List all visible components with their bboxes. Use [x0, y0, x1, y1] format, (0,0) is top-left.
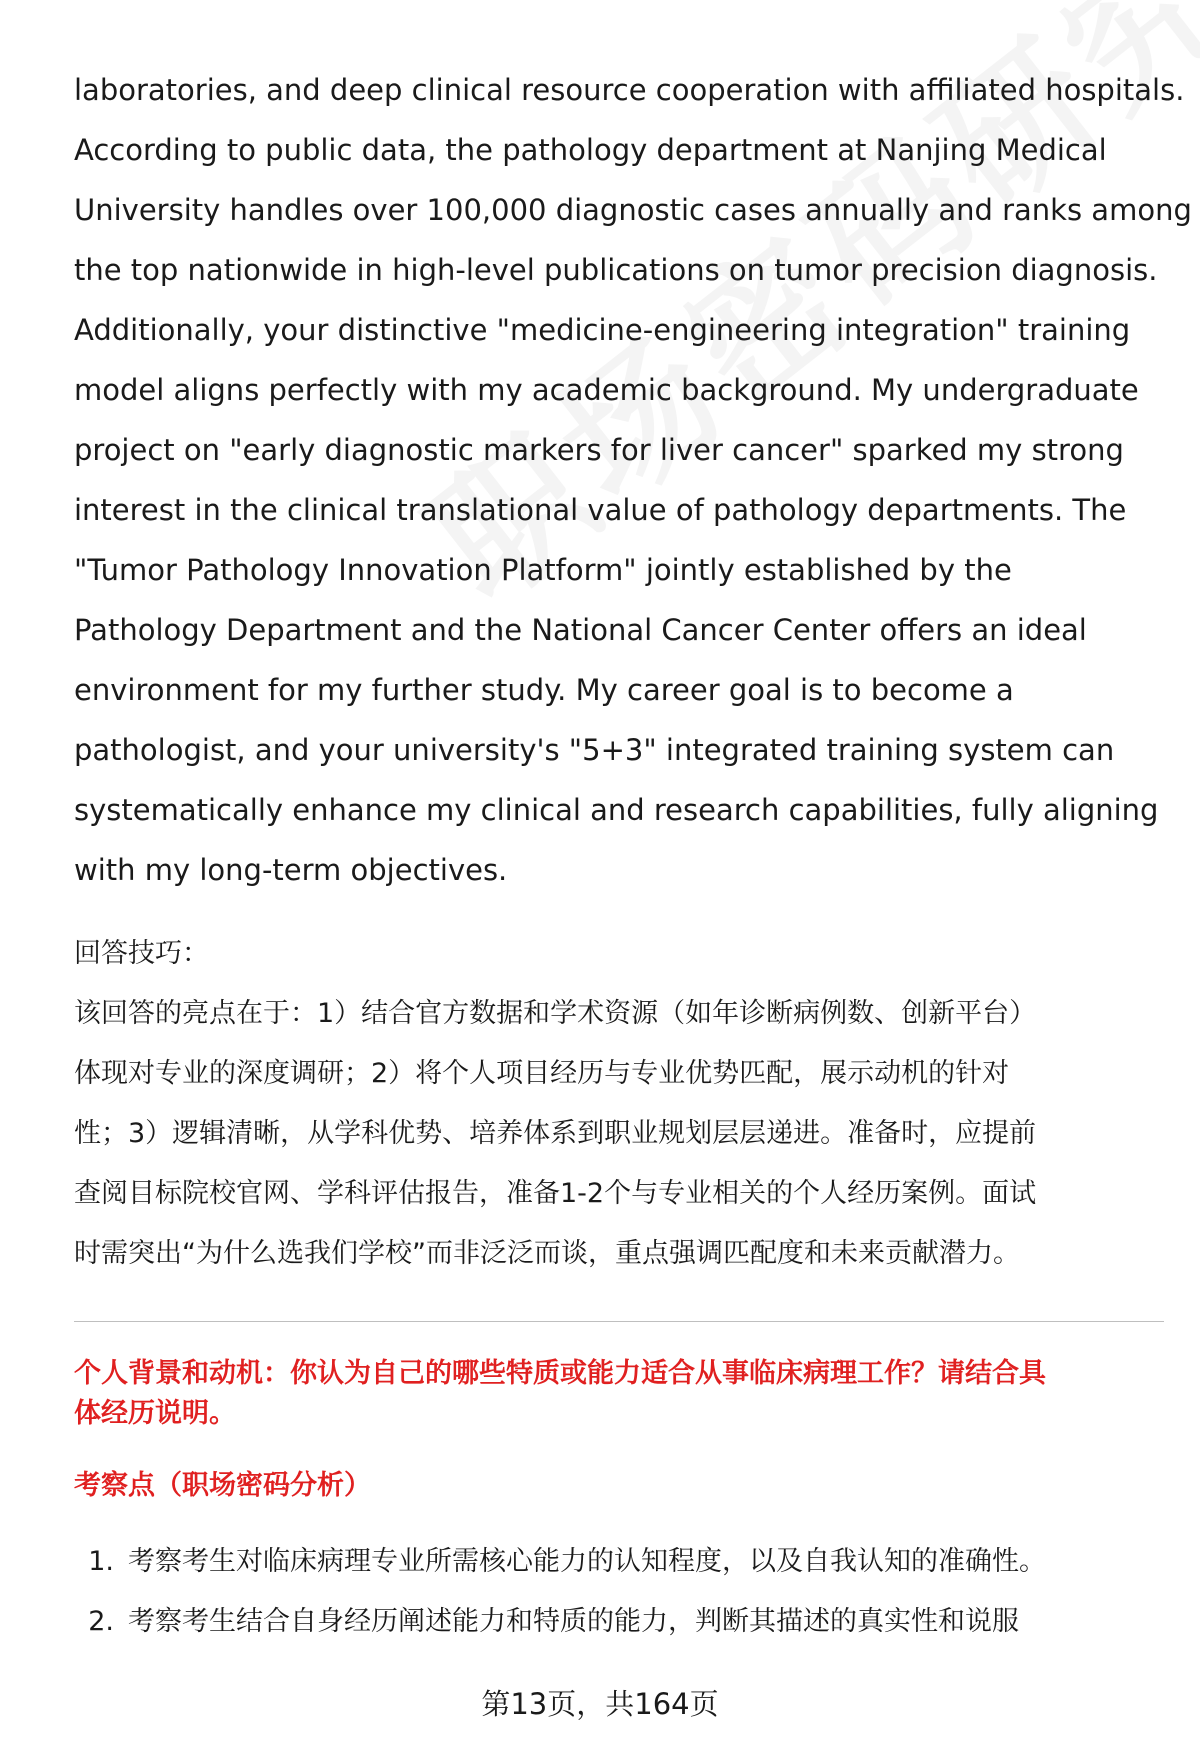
- list-number: 2.: [88, 1606, 114, 1637]
- question-line: 个人背景和动机：你认为自己的哪些特质或能力适合从事临床病理工作？请结合具: [74, 1358, 1046, 1389]
- page-content: [74, 60, 1192, 1652]
- answer-line: with my long-term objectives.: [74, 853, 508, 887]
- answer-paragraph: [74, 60, 1192, 900]
- list-text: 考察考生对临床病理专业所需核心能力的认知程度，以及自我认知的准确性。: [128, 1546, 1046, 1577]
- section-divider: [74, 1321, 1164, 1322]
- assessment-label: 考察点（职场密码分析）: [74, 1470, 371, 1501]
- answer-line: interest in the clinical translational value of pathology departments. The: [74, 493, 1127, 527]
- answer-line: systematically enhance my clinical and research capabilities, fully aligning: [74, 793, 1159, 827]
- list-item: [74, 1532, 1164, 1592]
- answer-line: According to public data, the pathology department at Nanjing Medical: [74, 133, 1107, 167]
- page-number: 第13页，共164页: [481, 1687, 719, 1721]
- tips-line: 性；3）逻辑清晰，从学科优势、培养体系到职业规划层层递进。准备时，应提前: [74, 1118, 1037, 1149]
- answer-line: project on "early diagnostic markers for liver cancer" sparked my strong: [74, 433, 1124, 467]
- answer-line: Additionally, your distinctive "medicine-engineering integration" training: [74, 313, 1131, 347]
- answer-line: University handles over 100,000 diagnostic cases annually and ranks among: [74, 193, 1192, 227]
- list-text: 考察考生结合自身经历阐述能力和特质的能力，判断其描述的真实性和说服: [128, 1606, 1019, 1637]
- answer-line: the top nationwide in high-level publications on tumor precision diagnosis.: [74, 253, 1158, 287]
- tips-line: 时需突出“为什么选我们学校”而非泛泛而谈，重点强调匹配度和未来贡献潜力。: [74, 1238, 1020, 1269]
- tips-paragraph: [74, 984, 1164, 1284]
- tips-line: 查阅目标院校官网、学科评估报告，准备1-2个与专业相关的个人经历案例。面试: [74, 1178, 1037, 1209]
- question-heading: [74, 1354, 1164, 1434]
- answer-line: pathologist, and your university's "5+3" integrated training system can: [74, 733, 1115, 767]
- list-item: [74, 1592, 1164, 1652]
- assessment-list: [74, 1532, 1164, 1652]
- list-number: 1.: [88, 1546, 114, 1577]
- answer-line: Pathology Department and the National Cancer Center offers an ideal: [74, 613, 1087, 647]
- question-line: 体经历说明。: [74, 1398, 236, 1429]
- tips-line: 体现对专业的深度调研；2）将个人项目经历与专业优势匹配，展示动机的针对: [74, 1058, 1010, 1089]
- answer-line: environment for my further study. My career goal is to become a: [74, 673, 1014, 707]
- answer-line: laboratories, and deep clinical resource cooperation with affiliated hospitals.: [74, 73, 1185, 107]
- answer-line: "Tumor Pathology Innovation Platform" jointly established by the: [74, 553, 1012, 587]
- tips-line: 该回答的亮点在于：1）结合官方数据和学术资源（如年诊断病例数、创新平台）: [74, 998, 1037, 1029]
- tips-heading: 回答技巧：: [74, 938, 209, 969]
- answer-line: model aligns perfectly with my academic background. My undergraduate: [74, 373, 1139, 407]
